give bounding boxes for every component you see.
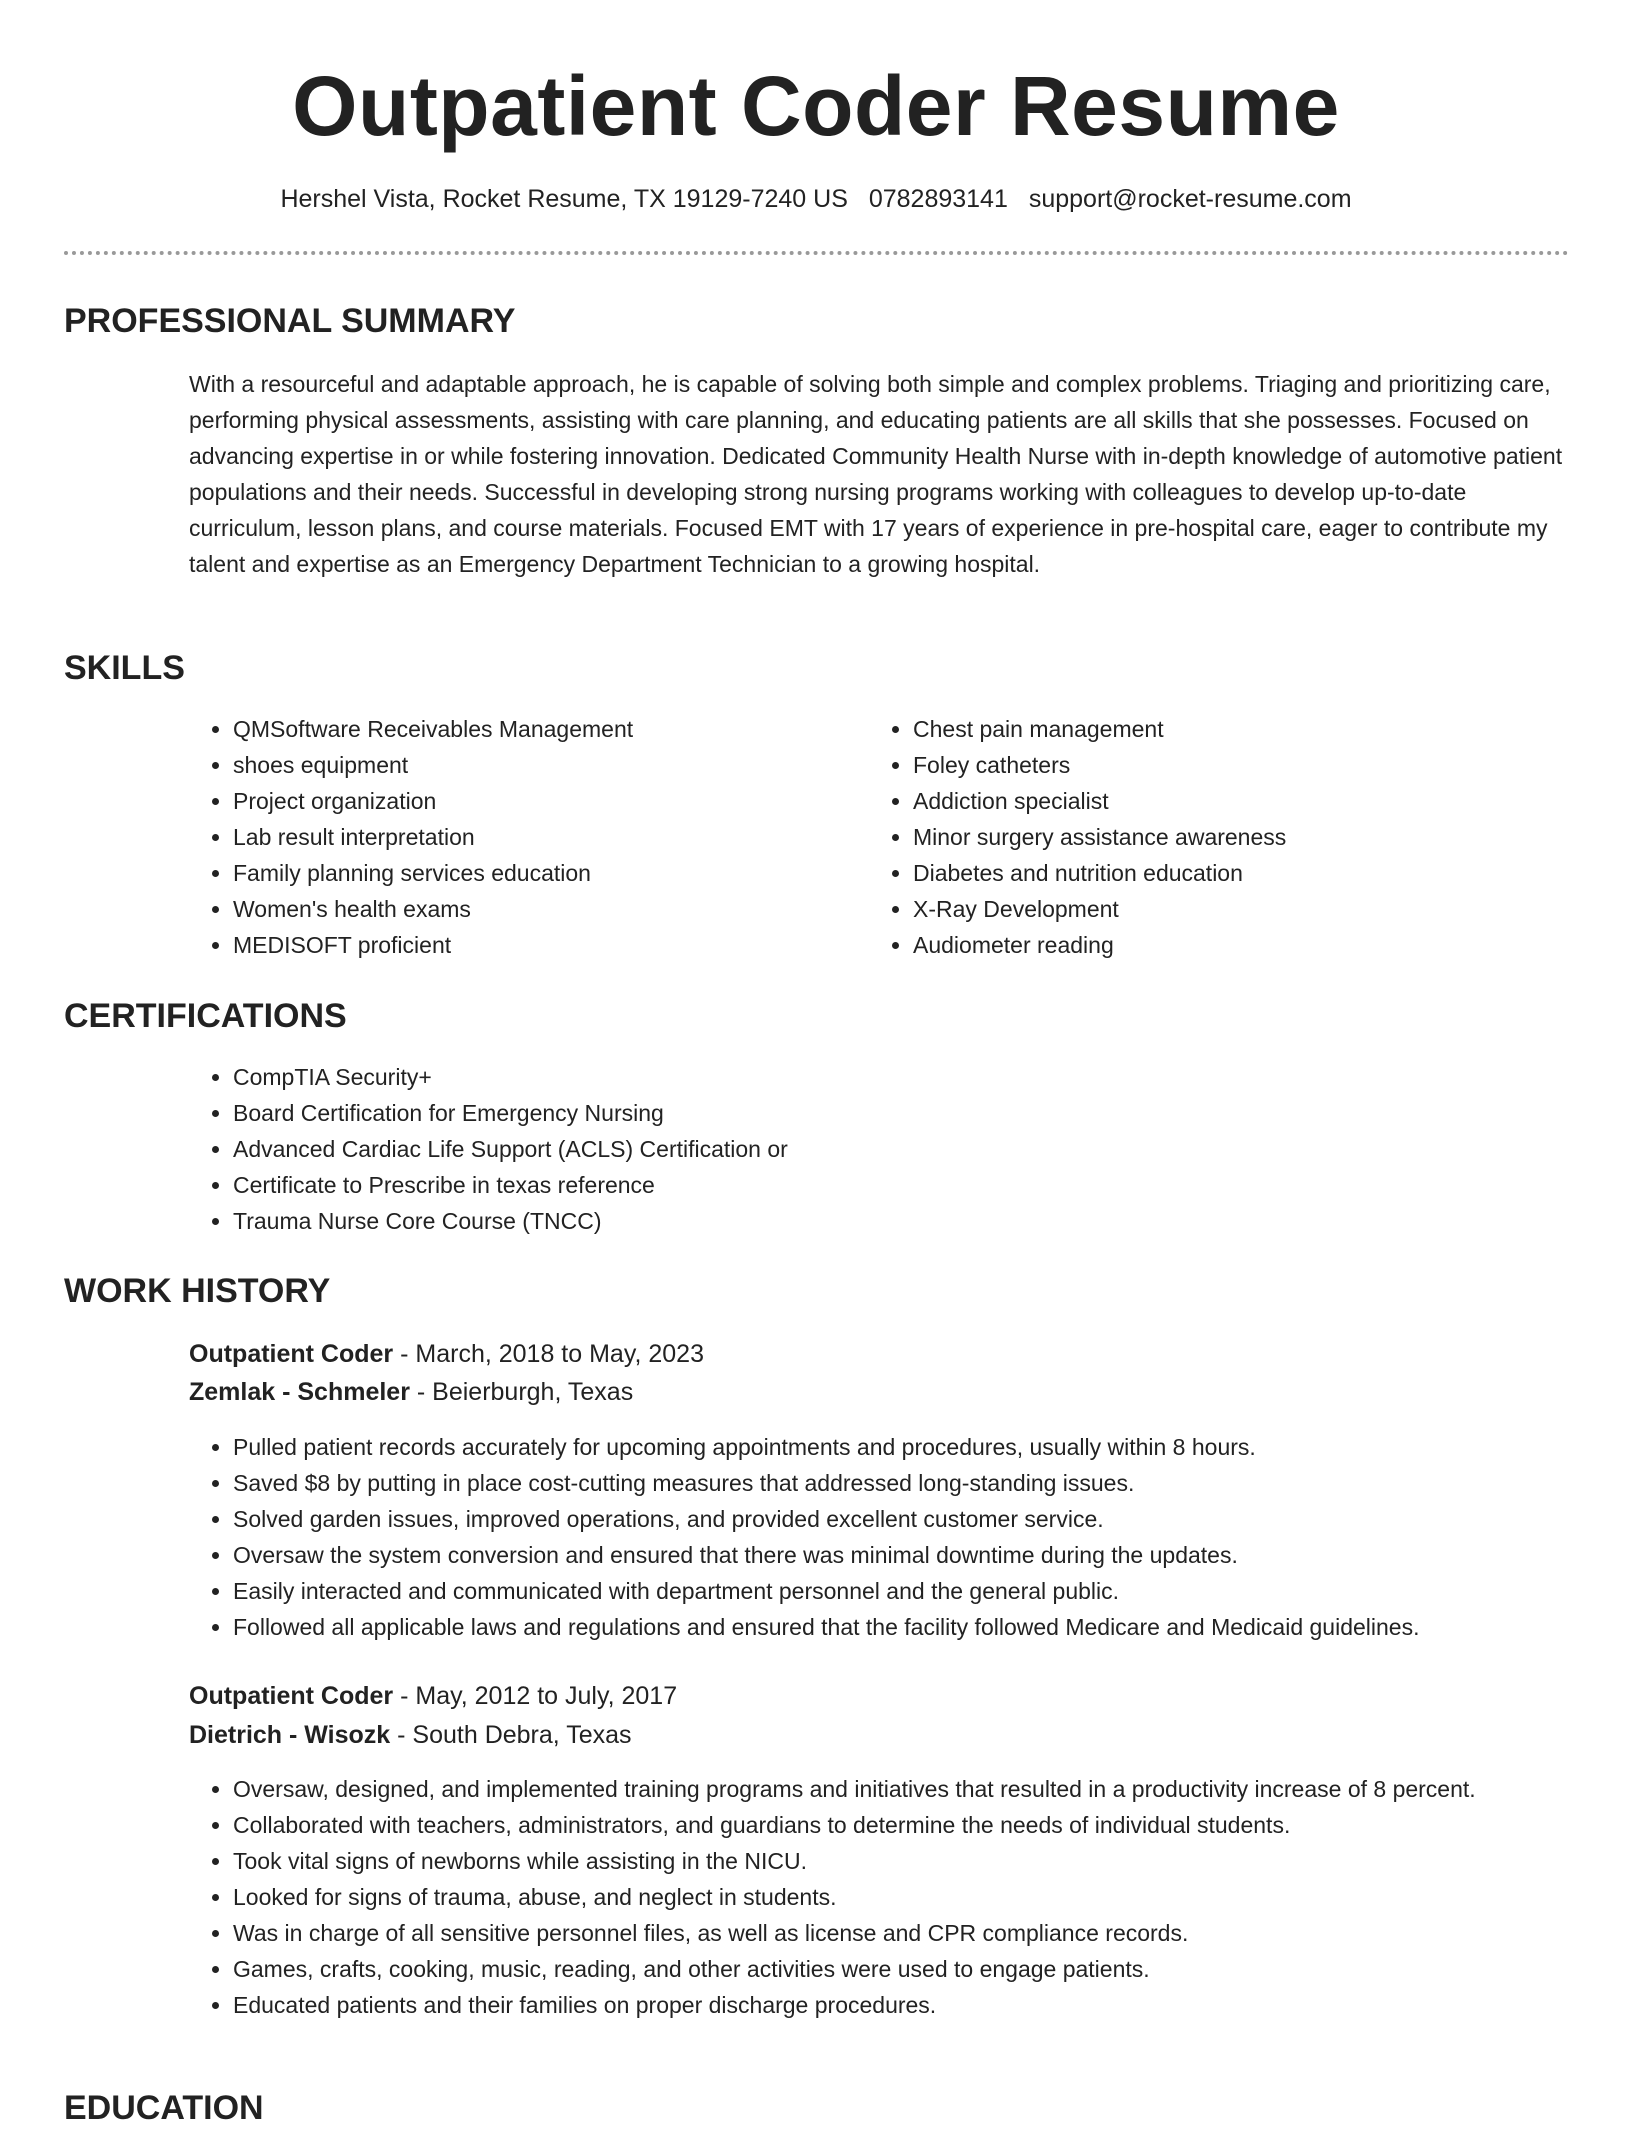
list-item: • Trauma Nurse Core Course (TNCC) [233,1203,1533,1239]
job-title: Outpatient Coder [189,1682,394,1710]
skills-list-right [869,711,1573,963]
contact-address: Hershel Vista, Rocket Resume, TX 19129-7240 US [280,185,848,213]
list-item: • Was in charge of all sensitive personnel files, as well as license and CPR compliance records. [233,1915,1569,1951]
list-item: • Educated patients and their families on proper discharge procedures. [233,1987,1569,2023]
section-heading-summary: PROFESSIONAL SUMMARY [64,302,516,340]
list-item: • Oversaw the system conversion and ensured that there was minimal downtime during the updates. [233,1537,1613,1573]
contact-email: support@rocket-resume.com [1028,185,1352,213]
list-item: • Looked for signs of trauma, abuse, and neglect in students. [233,1879,1569,1915]
contact-phone: 0782893141 [868,185,1008,213]
list-item: • Advanced Cardiac Life Support (ACLS) Certification or [233,1131,1533,1167]
list-item: • CompTIA Security+ [233,1059,1533,1095]
list-item: • Collaborated with teachers, administrators, and guardians to determine the needs of individual students. [233,1807,1569,1843]
job-title-line [189,1678,677,1714]
list-item: • MEDISOFT proficient [233,927,853,963]
list-item: • Lab result interpretation [233,819,853,855]
job-company-line [189,1374,633,1410]
list-item: • Certificate to Prescribe in texas reference [233,1167,1533,1203]
job-bullets [189,1429,1613,1645]
header-divider [64,251,1569,255]
list-item: • Board Certification for Emergency Nursing [233,1095,1533,1131]
job-company: Dietrich - Wisozk [189,1721,391,1749]
list-item: • Minor surgery assistance awareness [913,819,1573,855]
job-dates: - March, 2018 to May, 2023 [393,1340,704,1368]
list-item: • Audiometer reading [913,927,1573,963]
list-item: • Chest pain management [913,711,1573,747]
list-item: • Took vital signs of newborns while assisting in the NICU. [233,1843,1569,1879]
skills-list-left [189,711,853,963]
list-item: • shoes equipment [233,747,853,783]
certifications-list [189,1059,1533,1239]
job-dates: - May, 2012 to July, 2017 [393,1682,678,1710]
job-bullets [189,1771,1569,2023]
list-item: • Oversaw, designed, and implemented training programs and initiatives that resulted in a productivity increase of 8 percent. [233,1771,1569,1807]
section-heading-education: EDUCATION [64,2089,264,2127]
list-item: • Games, crafts, cooking, music, reading, and other activities were used to engage patients. [233,1951,1569,1987]
list-item: • Women's health exams [233,891,853,927]
list-item: • X-Ray Development [913,891,1573,927]
list-item: • Family planning services education [233,855,853,891]
list-item: • Diabetes and nutrition education [913,855,1573,891]
section-heading-certifications: CERTIFICATIONS [64,997,347,1035]
job-location: - Beierburgh, Texas [409,1378,634,1406]
job-title-line [189,1336,704,1372]
job-company-line [189,1717,632,1753]
job-title: Outpatient Coder [189,1340,394,1368]
summary-text: With a resourceful and adaptable approach, he is capable of solving both simple and complex problems. Triaging and prioritizing care, performing physical assessments, assisting with care planning, and educating patients are all skills that she possesses. Focused on advancing expertise in or while fostering innovation. Dedicated Community Health Nurse with in-depth knowledge of automotive patient populations and their needs. Successful in developing strong nursing programs working with colleagues to develop up-to-date curriculum, lesson plans, and course materials. Focused EMT with 17 years of experience in pre-hospital care, eager to contribute my talent and expertise as an Emergency Department Technician to a growing hospital. [189,371,1563,577]
list-item: • Project organization [233,783,853,819]
list-item: • Saved $8 by putting in place cost-cutting measures that addressed long-standing issues. [233,1465,1613,1501]
job-company: Zemlak - Schmeler [189,1378,410,1406]
job-location: - South Debra, Texas [390,1721,632,1749]
list-item: • Pulled patient records accurately for upcoming appointments and procedures, usually within 8 hours. [233,1429,1613,1465]
resume-title: Outpatient Coder Resume [292,59,1340,153]
section-heading-work-history: WORK HISTORY [64,1272,331,1310]
list-item: • Easily interacted and communicated with department personnel and the general public. [233,1573,1613,1609]
list-item: • Followed all applicable laws and regulations and ensured that the facility followed Medicare and Medicaid guidelines. [233,1609,1613,1645]
list-item: • Solved garden issues, improved operations, and provided excellent customer service. [233,1501,1613,1537]
list-item: • Foley catheters [913,747,1573,783]
list-item: • QMSoftware Receivables Management [233,711,853,747]
section-heading-skills: SKILLS [64,649,185,687]
list-item: • Addiction specialist [913,783,1573,819]
contact-line [0,183,1632,215]
